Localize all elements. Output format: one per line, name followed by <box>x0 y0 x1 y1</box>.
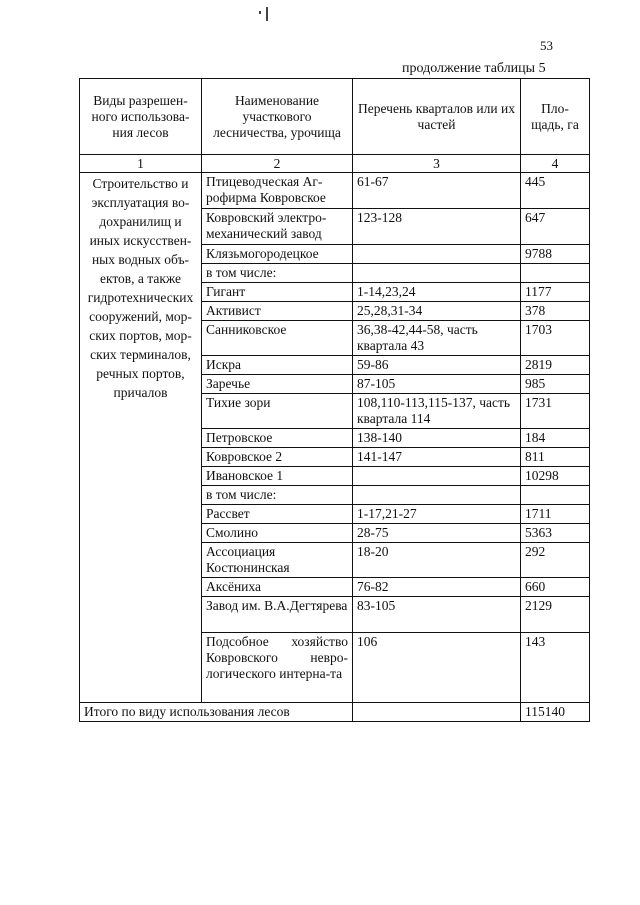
quarters-cell: 1-17,21-27 <box>353 505 521 524</box>
quarters-cell: 83-105 <box>353 597 521 633</box>
quarters-cell <box>353 486 521 505</box>
area-cell: 2129 <box>521 597 590 633</box>
scan-mark <box>259 11 261 14</box>
column-number: 1 <box>80 155 202 173</box>
quarters-cell: 1-14,23,24 <box>353 283 521 302</box>
quarters-cell <box>353 467 521 486</box>
header-quarters-list: Перечень кварталов или их частей <box>353 79 521 155</box>
forestry-name-cell: Ковровское 2 <box>202 448 353 467</box>
forestry-name-cell: в том числе: <box>202 264 353 283</box>
column-number: 2 <box>202 155 353 173</box>
forestry-name-cell: Завод им. В.А.Дегтярева <box>202 597 353 633</box>
forestry-name-cell: Искра <box>202 356 353 375</box>
area-cell: 1711 <box>521 505 590 524</box>
quarters-cell: 36,38-42,44-58, часть квартала 43 <box>353 321 521 356</box>
quarters-cell: 28-75 <box>353 524 521 543</box>
area-cell: 9788 <box>521 245 590 264</box>
header-row <box>80 79 590 155</box>
column-number: 4 <box>521 155 590 173</box>
table-continuation-caption: продолжение таблицы 5 <box>402 61 546 76</box>
area-cell: 292 <box>521 543 590 578</box>
area-cell: 5363 <box>521 524 590 543</box>
quarters-cell: 25,28,31-34 <box>353 302 521 321</box>
quarters-cell: 76-82 <box>353 578 521 597</box>
forestry-name-cell: Аксёниха <box>202 578 353 597</box>
scan-mark <box>266 7 268 21</box>
header-forestry-name: Наименование участкового лесничества, урочища <box>202 79 353 155</box>
land-use-table <box>79 78 590 722</box>
quarters-cell: 61-67 <box>353 173 521 209</box>
forestry-name-cell: в том числе: <box>202 486 353 505</box>
area-cell <box>521 486 590 505</box>
quarters-cell: 18-20 <box>353 543 521 578</box>
total-area-cell: 115140 <box>521 703 590 722</box>
quarters-cell: 106 <box>353 633 521 703</box>
header-area: Пло-щадь, га <box>521 79 590 155</box>
forestry-name-cell: Клязьмогородецкое <box>202 245 353 264</box>
quarters-cell: 87-105 <box>353 375 521 394</box>
quarters-cell: 108,110-113,115-137, часть квартала 114 <box>353 394 521 429</box>
area-cell: 445 <box>521 173 590 209</box>
forestry-name-cell: Рассвет <box>202 505 353 524</box>
area-cell: 985 <box>521 375 590 394</box>
area-cell: 811 <box>521 448 590 467</box>
forestry-name-cell: Тихие зори <box>202 394 353 429</box>
area-cell: 10298 <box>521 467 590 486</box>
forestry-name-cell: Петровское <box>202 429 353 448</box>
forestry-name-cell: Ковровский электро-механический завод <box>202 209 353 245</box>
forestry-name-cell: Гигант <box>202 283 353 302</box>
quarters-cell: 138-140 <box>353 429 521 448</box>
forestry-name-cell: Активист <box>202 302 353 321</box>
area-cell: 660 <box>521 578 590 597</box>
table-row <box>80 173 590 209</box>
forestry-name-cell: Смолино <box>202 524 353 543</box>
area-cell: 1177 <box>521 283 590 302</box>
usage-type-cell: Строительство и эксплуатация во-дохранилищ и иных искусствен-ных водных объ-ектов, а также гидротехнических сооружений, мор-ских портов, мор-ских терминалов, речных портов, причалов <box>80 173 202 703</box>
area-cell: 647 <box>521 209 590 245</box>
total-row <box>80 703 590 722</box>
total-quarters-cell <box>353 703 521 722</box>
area-cell: 2819 <box>521 356 590 375</box>
quarters-cell: 59-86 <box>353 356 521 375</box>
table-body <box>80 173 590 722</box>
forestry-name-cell: Ивановское 1 <box>202 467 353 486</box>
forestry-name-cell: Заречье <box>202 375 353 394</box>
quarters-cell <box>353 245 521 264</box>
area-cell: 378 <box>521 302 590 321</box>
quarters-cell: 141-147 <box>353 448 521 467</box>
forestry-name-cell: Подсобное хозяйство Ковровского невро-логического интерна-та <box>202 633 353 703</box>
area-cell: 143 <box>521 633 590 703</box>
page-number: 53 <box>540 38 553 53</box>
header-usage-type: Виды разрешен-ного использова-ния лесов <box>80 79 202 155</box>
quarters-cell: 123-128 <box>353 209 521 245</box>
column-number: 3 <box>353 155 521 173</box>
area-cell <box>521 264 590 283</box>
forestry-name-cell: Санниковское <box>202 321 353 356</box>
forestry-name-cell: Ассоциация Костюнинская <box>202 543 353 578</box>
quarters-cell <box>353 264 521 283</box>
area-cell: 1731 <box>521 394 590 429</box>
total-label: Итого по виду использования лесов <box>80 703 353 722</box>
area-cell: 184 <box>521 429 590 448</box>
forestry-name-cell: Птицеводческая Аг-рофирма Ковровское <box>202 173 353 209</box>
column-number-row <box>80 155 590 173</box>
area-cell: 1703 <box>521 321 590 356</box>
